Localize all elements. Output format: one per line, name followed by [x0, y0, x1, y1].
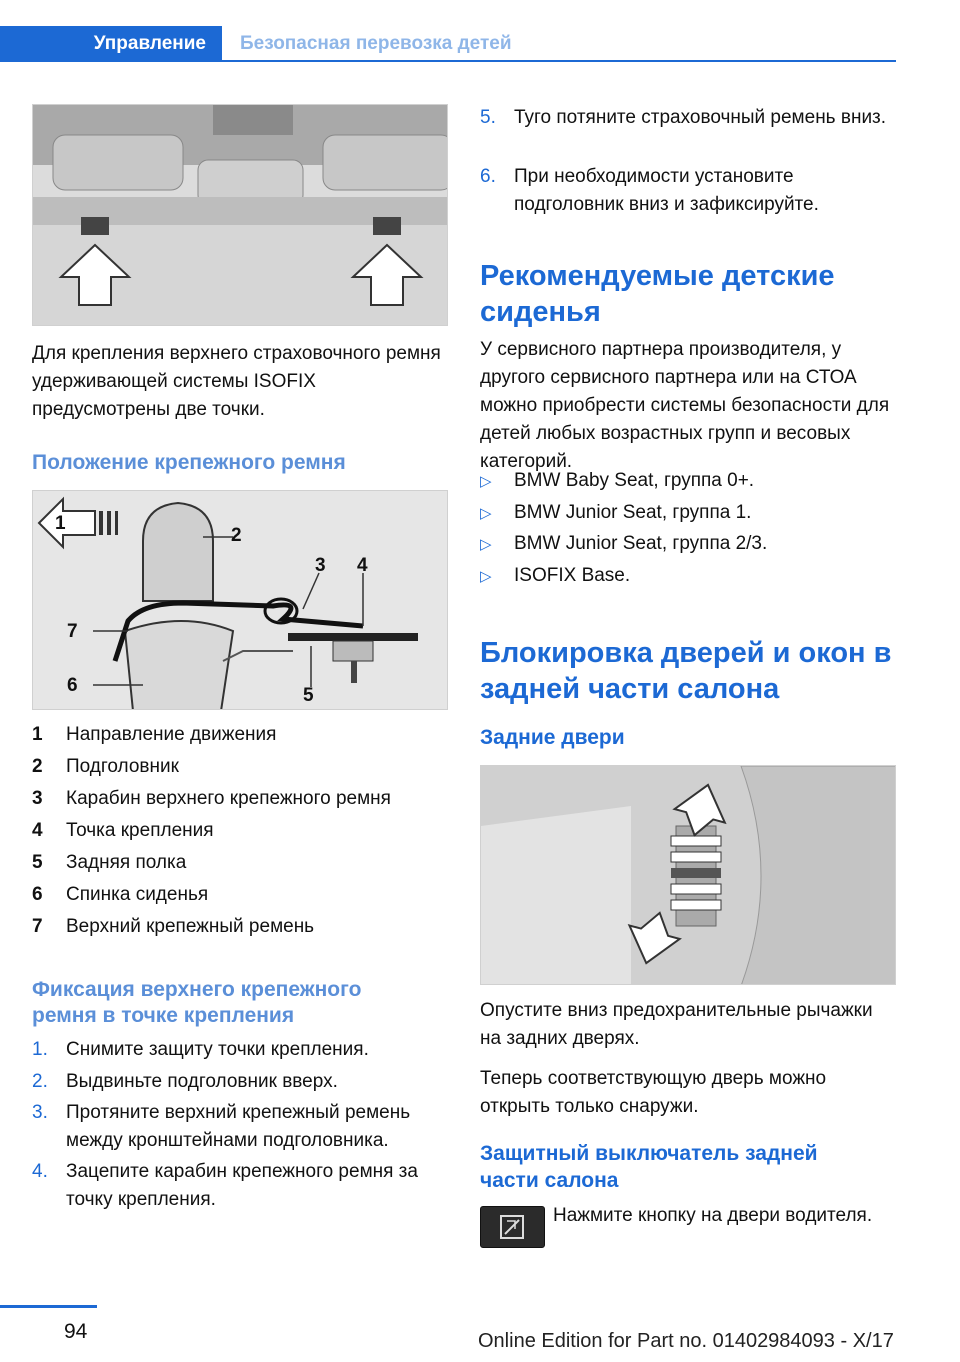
- rear-switch-text: Нажмите кнопку на двери водителя.: [553, 1205, 873, 1226]
- legend-item: 3 Карабин верхнего крепежного ремня: [32, 788, 391, 809]
- step-item: 4. Зацепите карабин крепежного ремня за точку крепления.: [32, 1161, 418, 1210]
- diagram-label-1: 1: [55, 513, 66, 534]
- diagram-label-2: 2: [231, 525, 242, 546]
- page-number: 94: [64, 1320, 88, 1343]
- footer-rule: [0, 1305, 97, 1308]
- heading-fix-strap: Фиксация верхнего крепежного ремня в точке крепления: [32, 978, 362, 1027]
- diagram-label-6: 6: [67, 675, 78, 696]
- heading-lock-rear: Блокировка дверей и окон в задней части салона: [480, 637, 892, 705]
- header-rule: [0, 60, 896, 62]
- step-item: 6. При необходимости установите подголовник вниз и зафиксируйте.: [480, 166, 819, 215]
- diagram-label-3: 3: [315, 555, 326, 576]
- tab-control[interactable]: Управление: [0, 26, 222, 62]
- heading-strap-position: Положение крепежного ремня: [32, 451, 346, 474]
- diagram-label-5: 5: [303, 685, 314, 706]
- seat-bullet: ▷ BMW Junior Seat, группа 1.: [480, 502, 752, 523]
- heading-rear-switch: Защитный выключатель задней части салона: [480, 1142, 818, 1192]
- isofix-anchor-photo: [32, 104, 448, 326]
- tab-child-safety[interactable]: Безопасная перевозка детей: [240, 33, 512, 54]
- legend-item: 7 Верхний крепежный ремень: [32, 916, 315, 937]
- rear-doors-text-1: Опустите вниз предохранительные рычажки на задних дверях.: [480, 1000, 873, 1049]
- step-item: 5. Туго потяните страховочный ремень вниз.: [480, 107, 887, 128]
- step-item: 3. Протяните верхний крепежный ремень между кронштейнами подголовника.: [32, 1102, 411, 1151]
- seat-bullet: ▷ ISOFIX Base.: [480, 565, 631, 586]
- diagram-label-7: 7: [67, 621, 78, 642]
- legend-item: 5 Задняя полка: [32, 852, 187, 873]
- strap-diagram: [32, 490, 448, 710]
- legend-item: 1 Направление движения: [32, 724, 277, 745]
- rear-doors-text-2: Теперь соответствующую дверь можно открыть только снаружи.: [480, 1068, 827, 1117]
- edition-footer: Online Edition for Part no. 01402984093 - X/17: [478, 1330, 894, 1352]
- heading-recommended-seats: Рекомендуемые детские сиденья: [480, 260, 835, 328]
- rear-door-photo: [480, 765, 896, 985]
- fig1-caption: Для крепления верхнего страховочного ремня удерживающей системы ISOFIX предусмотрены две точки.: [32, 343, 441, 420]
- diagram-label-4: 4: [357, 555, 368, 576]
- seat-bullet: ▷ BMW Baby Seat, группа 0+.: [480, 470, 755, 491]
- step-item: 1. Снимите защиту точки крепления.: [32, 1039, 369, 1060]
- legend-item: 2 Подголовник: [32, 756, 179, 777]
- child-lock-button-icon: [480, 1206, 545, 1248]
- heading-rear-doors: Задние двери: [480, 726, 625, 749]
- legend-item: 4 Точка крепления: [32, 820, 214, 841]
- step-item: 2. Выдвиньте подголовник вверх.: [32, 1071, 338, 1092]
- recommended-text: У сервисного партнера производителя, у другого сервисного партнера или на СТОА можно приобрести системы безопасности для детей любых возрастных групп и весовых категорий.: [480, 339, 890, 472]
- legend-item: 6 Спинка сиденья: [32, 884, 209, 905]
- seat-bullet: ▷ BMW Junior Seat, группа 2/3.: [480, 533, 768, 554]
